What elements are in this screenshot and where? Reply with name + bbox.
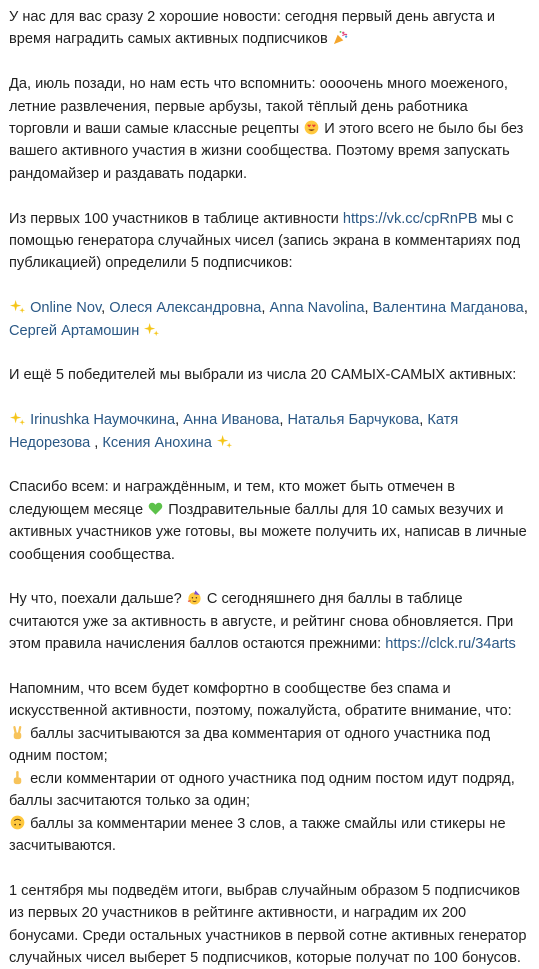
- sparkles-icon: [10, 299, 25, 314]
- paragraph-july: [9, 73, 529, 185]
- sparkles-icon: [217, 434, 232, 449]
- green-heart-icon: [148, 501, 163, 516]
- winner-mention[interactable]: Ксения Анохина: [102, 434, 212, 451]
- top20-text: И ещё 5 победителей мы выбрали из числа 20 САМЫХ-САМЫХ активных:: [9, 367, 517, 384]
- winners-list-1: Online Nov, Олеся Александровна, Anna Navolina, Валентина Магданова, Сергей Артамошин: [9, 300, 528, 339]
- rule-item: если комментарии от одного участника под одним постом идут подряд, баллы засчитаются только за один;: [9, 770, 515, 810]
- heart-eyes-icon: [304, 120, 319, 135]
- pointing-up-icon: [10, 770, 25, 785]
- partying-face-icon: [187, 590, 202, 605]
- activity-table-link[interactable]: https://vk.cc/cpRnPB: [342, 210, 478, 227]
- paragraph-top20: [9, 364, 529, 386]
- winner-mention[interactable]: Наталья Барчукова: [287, 412, 420, 429]
- winner-mention[interactable]: Катя Недорезова: [9, 412, 459, 451]
- winners-list-2: Irinushka Наумочкина, Анна Иванова, Наталья Барчукова, Катя Недорезова , Ксения Анохина: [9, 412, 459, 451]
- winner-mention[interactable]: Сергей Артамошин: [9, 322, 140, 339]
- rules-link[interactable]: https://clck.ru/34arts: [385, 636, 516, 653]
- party-popper-icon: [333, 30, 348, 45]
- winner-mention[interactable]: Anna Navolina: [269, 300, 365, 317]
- winner-mention[interactable]: Анна Иванова: [183, 412, 280, 429]
- thanks-text-a: Спасибо всем: и награждённым, и тем, кто может быть отмечен в следующем месяце: [9, 479, 456, 518]
- winner-mention[interactable]: Irinushka Наумочкина: [30, 412, 176, 429]
- winner-mention[interactable]: Валентина Магданова: [372, 300, 524, 317]
- intro-text: У нас для вас сразу 2 хорошие новости: сегодня первый день августа и время наградить самых активных подписчиков: [9, 9, 496, 48]
- paragraph-thanks: [9, 476, 529, 566]
- paragraph-intro: [9, 6, 529, 51]
- sparkles-icon: [144, 322, 159, 337]
- rule-item: баллы засчитываются за два комментария от одного участника под одним постом;: [9, 725, 491, 765]
- july-text-a: Да, июль позади, но нам есть что вспомнить: оооочень много моеженого, летние развлечения, первые арбузы, такой тёплый день работника торговли и ваши самые классные рецепты: [9, 76, 508, 138]
- thanks-text-b: Поздравительные баллы для 10 самых везучих и активных участников уже готовы, вы можете получить их, написав в личные сообщения сообщества.: [9, 501, 527, 563]
- top100-text-a: Из первых 100 участников в таблице активности: [9, 210, 339, 227]
- paragraph-top100: [9, 208, 529, 275]
- winner-mention[interactable]: Олеся Александровна: [109, 300, 262, 317]
- paragraph-rules: [9, 678, 529, 857]
- paragraph-next: [9, 588, 529, 655]
- results-text: 1 сентября мы подведём итоги, выбрав случайным образом 5 подписчиков из первых 20 участников в рейтинге активности, и наградим их 200 бонусами. Среди остальных участников в первой сотне активных генератор случайных чисел выберет 5 подписчиков, которые получат по 100 бонусов.: [9, 882, 527, 966]
- sparkles-icon: [10, 411, 25, 426]
- rules-intro: Напомним, что всем будет комфортно в сообществе без спама и искусственной активности, поэтому, пожалуйста, обратите внимание, что:: [9, 681, 512, 720]
- july-text-b: И этого всего не было бы без вашего активного участия в жизни сообщества. Поэтому время запускать рандомайзер и раздавать подарки.: [9, 121, 524, 182]
- paragraph-results: [9, 880, 529, 969]
- next-text-a: Ну что, поехали дальше?: [9, 591, 182, 608]
- rule-item: баллы за комментарии менее 3 слов, а также смайлы или стикеры не засчитываются.: [9, 815, 506, 854]
- next-text-b: С сегодняшнего дня баллы в таблице считаются уже за активность в августе, и рейтинг снова обновляется. При этом правила начисления баллов остаются прежними:: [9, 591, 514, 653]
- winner-mention[interactable]: Online Nov: [30, 300, 102, 317]
- upside-down-face-icon: [10, 815, 25, 830]
- top100-text-b: мы с помощью генератора случайных чисел (запись экрана в комментариях под публикацией) определили 5 подписчиков:: [9, 210, 521, 272]
- victory-hand-icon: [10, 725, 25, 740]
